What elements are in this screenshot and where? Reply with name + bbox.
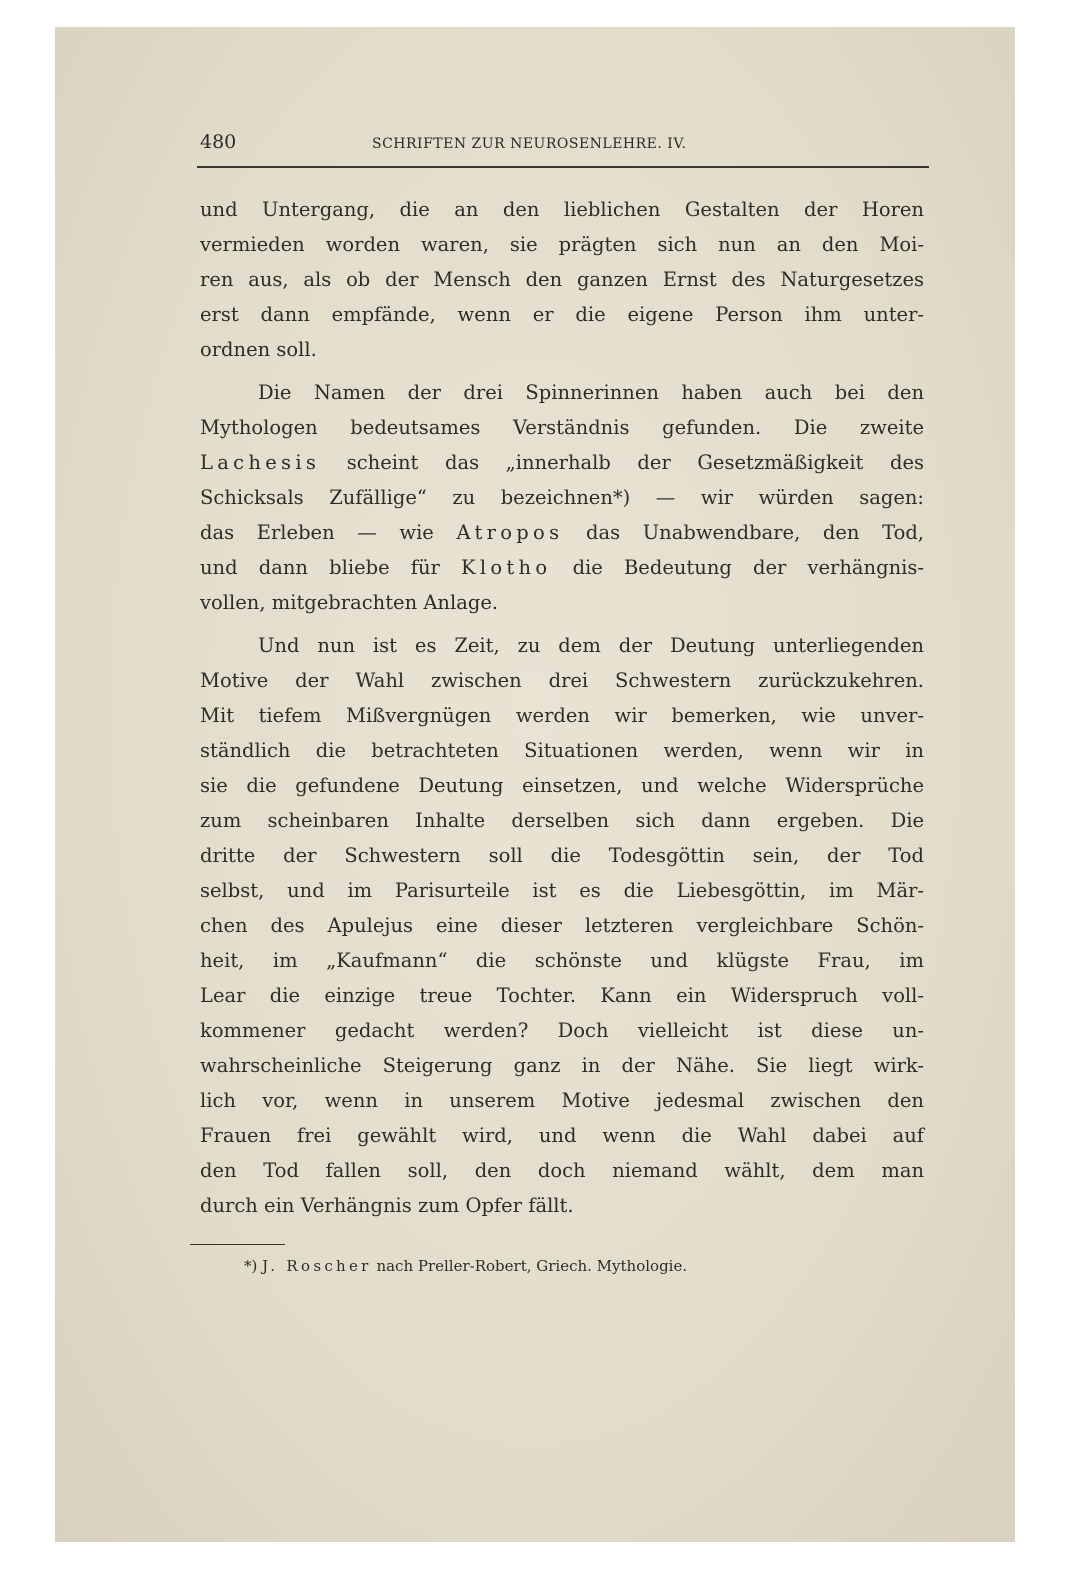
running-title: SCHRIFTEN ZUR NEUROSENLEHRE. IV. [372, 136, 687, 152]
text-line: chen des Apulejus eine dieser letzteren vergleichbare Schön- [200, 914, 924, 937]
text-line: erst dann empfände, wenn er die eigene Person ihm unter- [200, 303, 924, 326]
text-line: Motive der Wahl zwischen drei Schwestern zurückzukehren. [200, 669, 924, 692]
text-line: Mythologen bedeutsames Verständnis gefunden. Die zweite [200, 416, 924, 439]
footnote-text: nach Preller-Robert, Griech. Mythologie. [371, 1257, 688, 1275]
text-line: sie die gefundene Deutung einsetzen, und welche Widersprüche [200, 774, 924, 797]
text-line: ständlich die betrachteten Situationen werden, wenn wir in [200, 739, 924, 762]
text-line: das Erleben — wie Atropos das Unabwendbare, den Tod, [200, 521, 924, 544]
text-line: ordnen soll. [200, 338, 317, 361]
footnote [244, 1257, 687, 1275]
text-line: Die Namen der drei Spinnerinnen haben auch bei den [258, 381, 924, 404]
name-lachesis: Lachesis [200, 451, 321, 474]
text-line: Und nun ist es Zeit, zu dem der Deutung unterliegenden [258, 634, 924, 657]
text-line: lich vor, wenn in unserem Motive jedesmal zwischen den [200, 1089, 924, 1112]
header-rule [197, 166, 929, 168]
text-line: heit, im „Kaufmann“ die schönste und klügste Frau, im [200, 949, 924, 972]
text-line: zum scheinbaren Inhalte derselben sich dann ergeben. Die [200, 809, 924, 832]
body-text [200, 192, 924, 1223]
name-atropos: Atropos [456, 521, 564, 544]
text-line: Lachesis scheint das „innerhalb der Gesetzmäßigkeit des [200, 451, 924, 474]
text-line: und Untergang, die an den lieblichen Gestalten der Horen [200, 198, 924, 221]
text-line: vollen, mitgebrachten Anlage. [200, 591, 499, 614]
text-line: ren aus, als ob der Mensch den ganzen Ernst des Naturgesetzes [200, 268, 924, 291]
footnote-author: J. Roscher [262, 1257, 372, 1275]
text-line: durch ein Verhängnis zum Opfer fällt. [200, 1194, 574, 1217]
footnote-marker: *) [244, 1257, 258, 1275]
text-line: Mit tiefem Mißvergnügen werden wir bemerken, wie unver- [200, 704, 924, 727]
text-line: den Tod fallen soll, den doch niemand wählt, dem man [200, 1159, 924, 1182]
text-line: Frauen frei gewählt wird, und wenn die Wahl dabei auf [200, 1124, 924, 1147]
text-line: Schicksals Zufällige“ zu bezeichnen*) — wir würden sagen: [200, 486, 924, 509]
page-number: 480 [200, 131, 237, 153]
text-line: Lear die einzige treue Tochter. Kann ein Widerspruch voll- [200, 984, 924, 1007]
text-line: vermieden worden waren, sie prägten sich nun an den Moi- [200, 233, 924, 256]
text-line: dritte der Schwestern soll die Todesgöttin sein, der Tod [200, 844, 924, 867]
text-line: und dann bliebe für Klotho die Bedeutung der verhängnis- [200, 556, 924, 579]
text-line: selbst, und im Parisurteile ist es die Liebesgöttin, im Mär- [200, 879, 924, 902]
footnote-rule [190, 1244, 285, 1245]
text-line: kommener gedacht werden? Doch vielleicht ist diese un- [200, 1019, 924, 1042]
text-line: wahrscheinliche Steigerung ganz in der Nähe. Sie liegt wirk- [200, 1054, 924, 1077]
name-klotho: Klotho [461, 556, 552, 579]
